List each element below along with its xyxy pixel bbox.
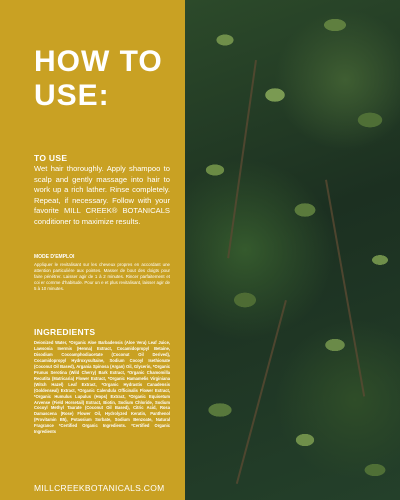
ingredients-text: Deionized Water, *Organic Aloe Barbadensis (Aloe Vera) Leaf Juice, Lawsonia Inermis (Henna) Extract, Cocamidopropyl Betaine, Disodium Cocoamphodiacetate (Coconut Oil Derived), Cocamidopropyl Hydroxysultaine, Sodium Cocoyl Isethionate (Coconut Oil Based), Argania Spinosa (Argan) Oil, Glycerin, *Organic Prunus Serotina (Wild Cherry) Bark Extract, *Organic Chamomilla Recutita (Matricaria) Flower Extract, *Organic Hamamelis Virginiana (Witch Hazel) Leaf Extract, *Organic Hydrastis Canadensis (Goldenseal) Extract, *Organic Calendula Officinalis Flower Extract, *Organic Humulus Lupulus (Hops) Extract, *Organic Equisetum Arvense (Field Horsetail) Extract, Biotin, Sodium Chloride, Sodium Cocoyl Methyl Taurate (Coconut Oil Based), Citric Acid, Rosa Damascena (Rose) Flower Oil, Hydrolyzed Keratin, Panthenol (Provitamin B5), Potassium Sorbate, Sodium Benzoate, Natural Fragrance *Certified Organic Ingredients. *Certified Organic Ingredients [34,340,170,435]
branch-stem [325,180,365,397]
to-use-text: Wet hair thoroughly. Apply shampoo to scalp and gently massage into hair to work up a rich lather. Rinse completely. Repeat, if necessary. Follow with your favorite MILL CREEK® BOTANICALS conditioner to maximize results. [34,164,170,226]
mode-emploi-heading: MODE D'EMPLOI [34,254,75,260]
title-line-1: HOW TO [34,45,163,78]
ingredients-heading: INGREDIENTS [34,327,96,337]
foliage-photo [185,0,400,500]
website-url: MILLCREEKBOTANICALS.COM [34,483,165,493]
mode-emploi-text: Appliquer le revitalisant sur les cheveux propres en accordant une attention particulière aux pointes. Masser de bout des doigts pour faire pénétrer. Laisser agir de 1 à 2 minutes. Rincer parfaitement et coi er comme d'habitude. Pour un e et plus revitalisant, laisser agir de 5 à 10 minutes. [34,262,170,292]
branch-stem [227,60,257,258]
to-use-heading: TO USE [34,153,68,163]
page-title [34,45,163,113]
title-line-2: USE: [34,79,110,112]
instructions-panel [0,0,185,500]
branch-stem [236,300,287,484]
